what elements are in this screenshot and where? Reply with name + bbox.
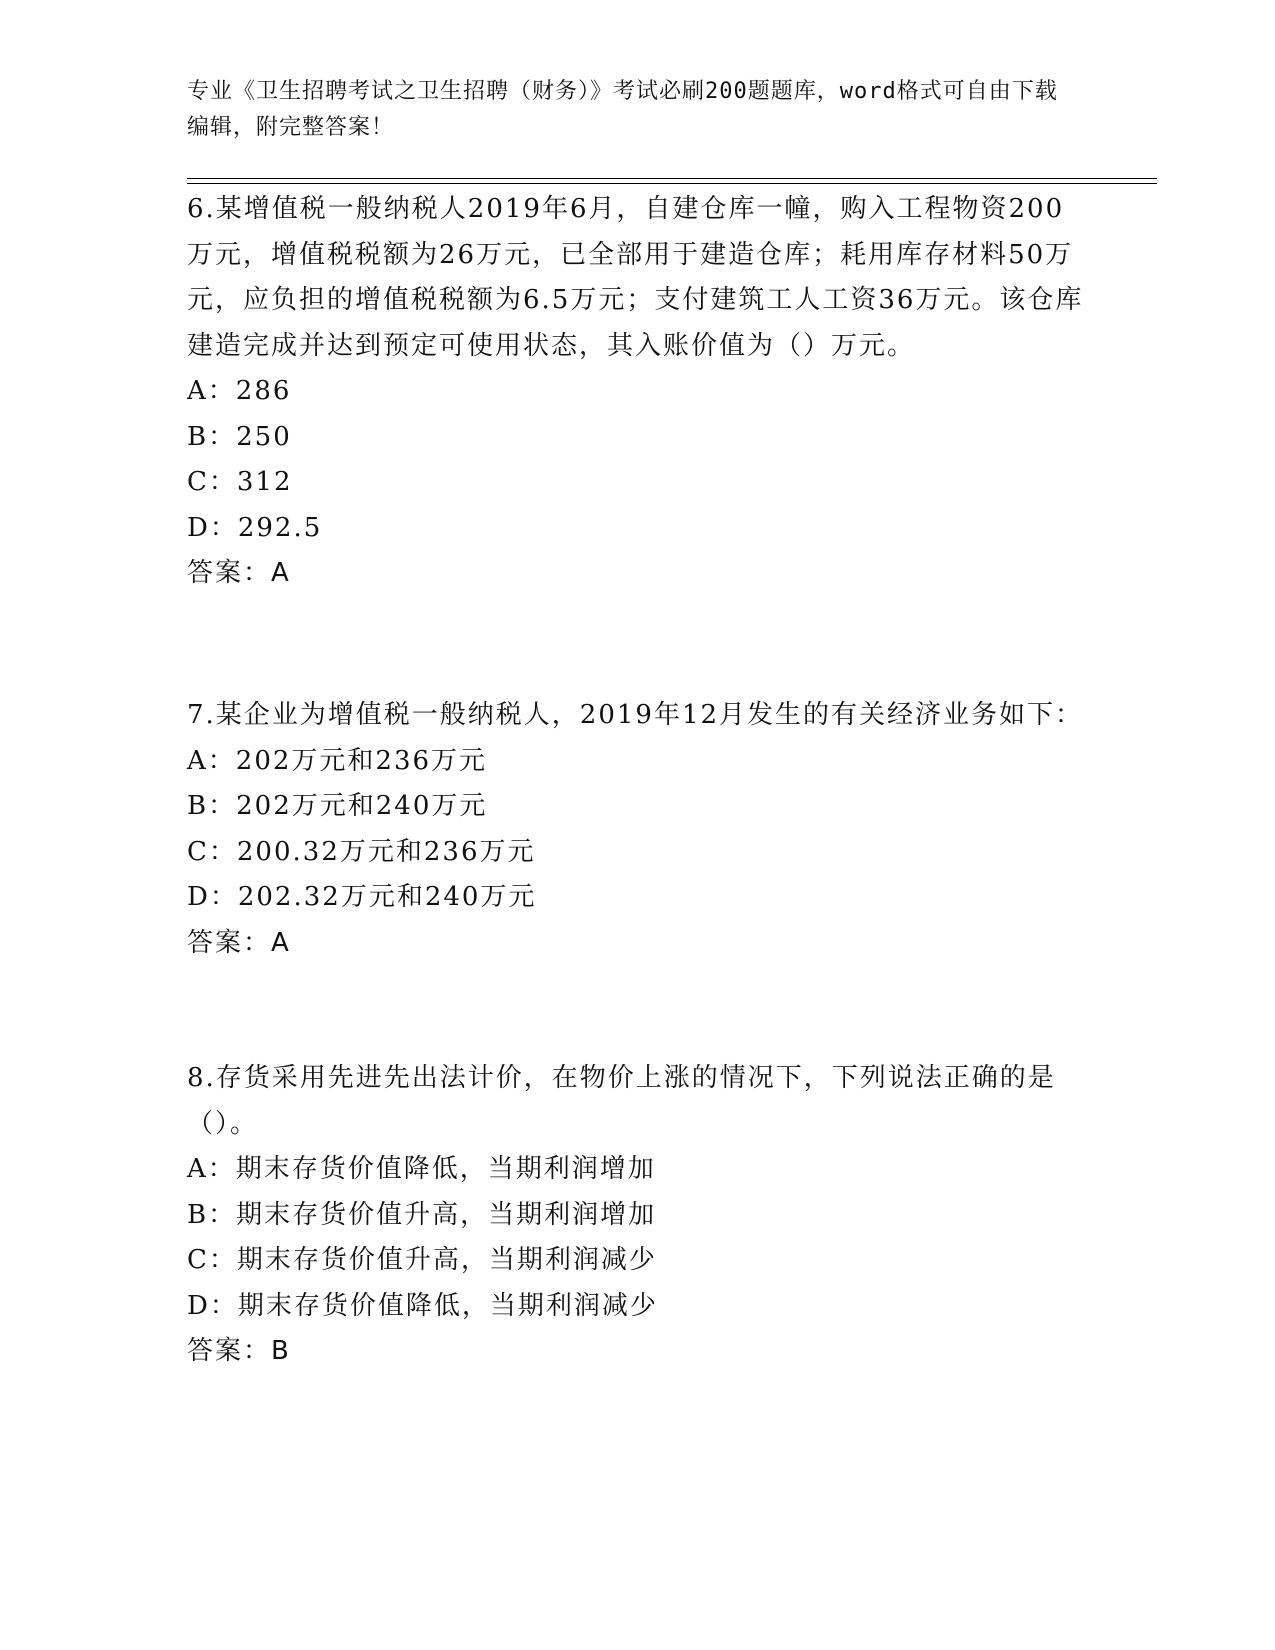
question-stem: 6.某增值税一般纳税人2019年6月，自建仓库一幢，购入工程物资200万元，增值税税额为26万元，已全部用于建造仓库；耗用库存材料50万元，应负担的增值税税额为6.5万元；支付建筑工人工资36万元。该仓库建造完成并达到预定可使用状态，其入账价值为（）万元。 (187, 194, 1084, 361)
question-6 (187, 187, 1087, 597)
answer-line: 答案：B (187, 1336, 291, 1366)
option-a: A：286 (187, 376, 292, 406)
question-7 (187, 693, 1087, 966)
option-c: C：200.32万元和236万元 (187, 836, 536, 867)
option-c: C：312 (187, 467, 293, 497)
question-stem: 7.某企业为增值税一般纳税人，2019年12月发生的有关经济业务如下： (187, 700, 1084, 730)
option-b: B：250 (187, 421, 292, 452)
answer-line: 答案：A (187, 927, 291, 958)
header-rule-bottom (187, 183, 1157, 184)
option-d: D：292.5 (187, 512, 323, 543)
option-d: D：202.32万元和240万元 (187, 882, 537, 912)
question-8 (187, 1056, 1087, 1375)
option-d: D：期末存货价值降低，当期利润减少 (187, 1290, 658, 1321)
header-rule-top (187, 178, 1157, 179)
question-stem: 8.存货采用先进先出法计价，在物价上涨的情况下，下列说法正确的是（）。 (187, 1063, 1056, 1139)
answer-line: 答案：A (187, 558, 291, 588)
option-a: A：期末存货价值降低，当期利润增加 (187, 1154, 656, 1184)
document-header: 专业《卫生招聘考试之卫生招聘（财务）》考试必刷200题题库，word格式可自由下载编辑，附完整答案！ (187, 79, 1058, 140)
option-c: C：期末存货价值升高，当期利润减少 (187, 1245, 657, 1275)
option-a: A：202万元和236万元 (187, 745, 488, 776)
option-b: B：202万元和240万元 (187, 791, 488, 821)
option-b: B：期末存货价值升高，当期利润增加 (187, 1199, 657, 1230)
